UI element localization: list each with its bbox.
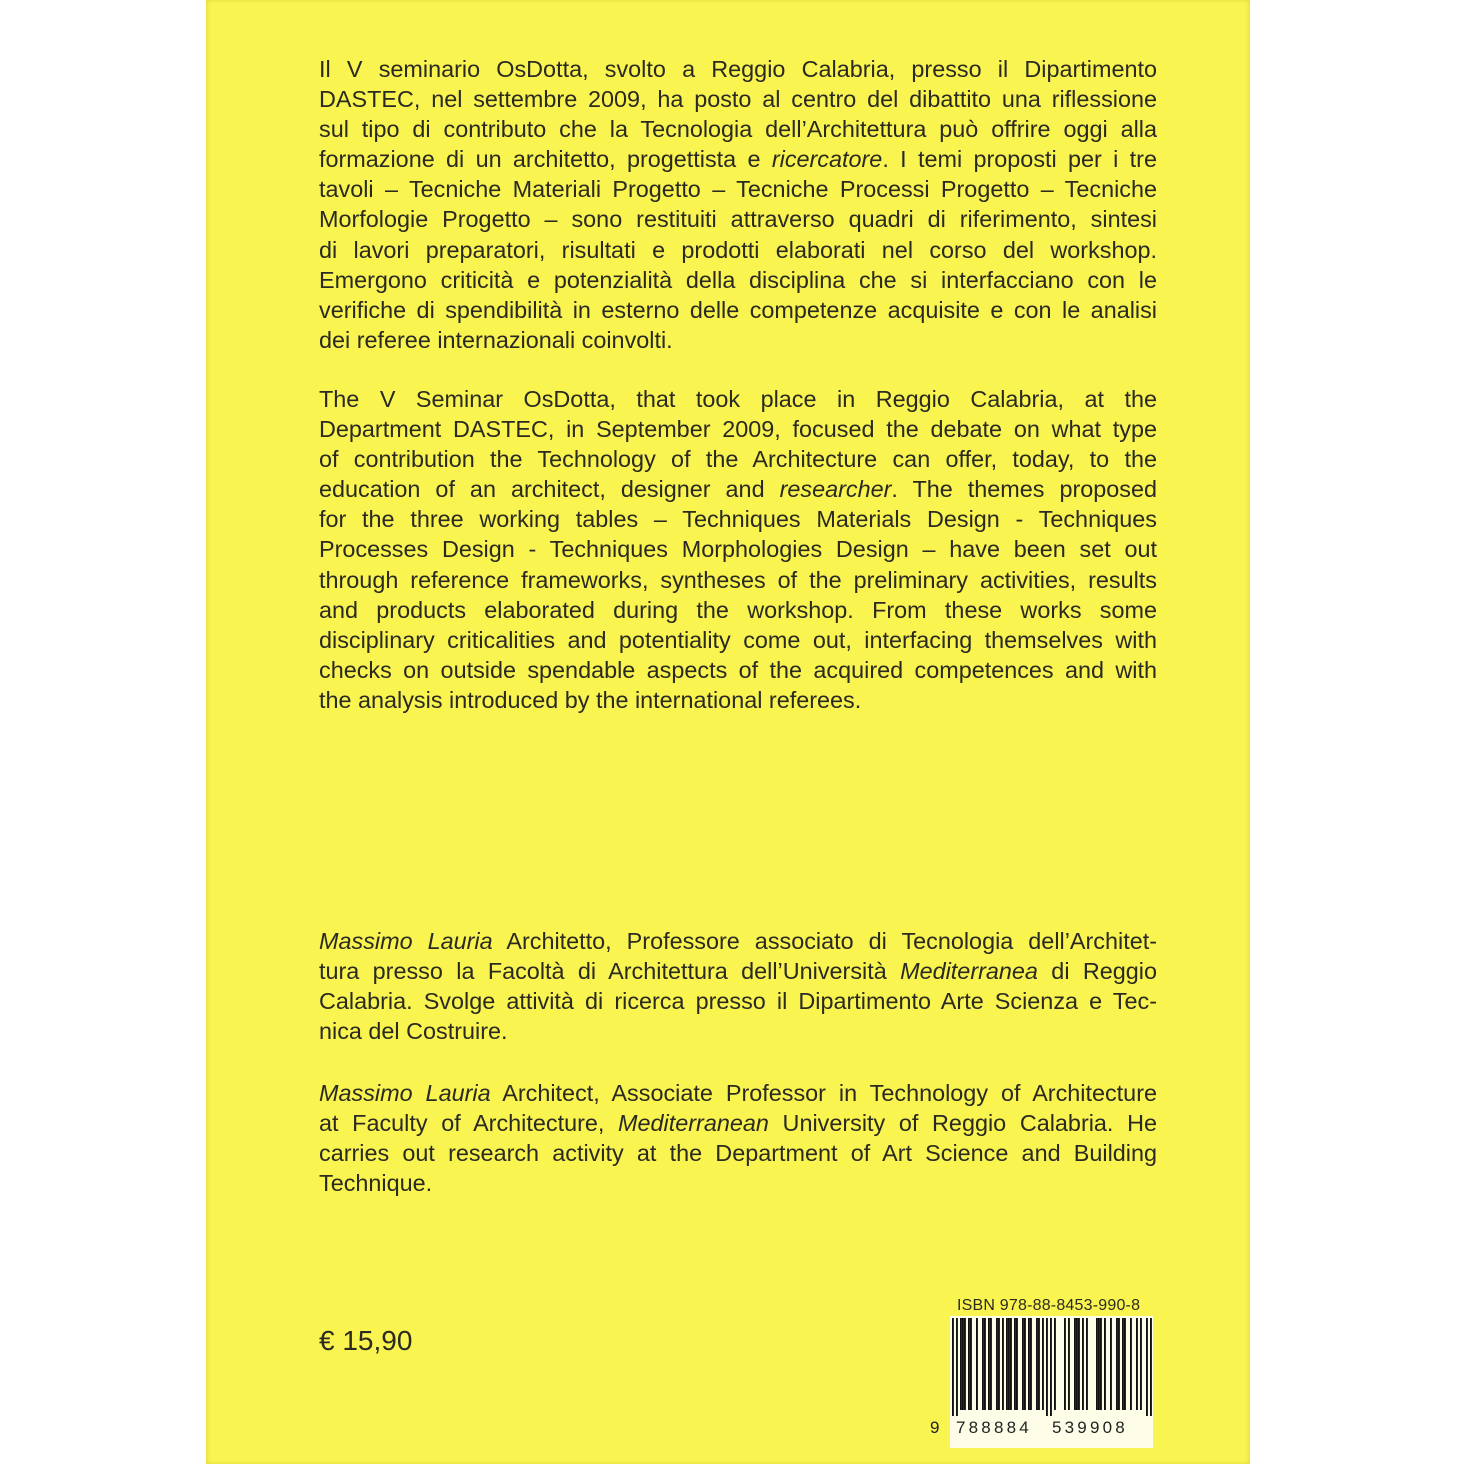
barcode-bar [1050,1318,1052,1416]
barcode-bar [960,1318,962,1410]
text-segment: Architect, Associate Professor in Technology of Architecture [490,1080,1157,1106]
barcode-digits [930,1418,1154,1438]
barcode-bar [952,1318,954,1416]
text-line [319,144,1157,174]
text-line: verifiche di spendibilità in esterno delle competenze acquisite e con le analisi [319,296,1157,323]
barcode-bar [976,1318,978,1410]
text-line: Morfologie Progetto – sono restituiti attraverso quadri di riferimento, sintesi [319,206,1157,233]
text-line [319,926,1157,956]
text-line [319,956,1157,986]
barcode-bar [1118,1318,1120,1410]
barcode-bar [1096,1318,1098,1410]
text-line: disciplinary criticalities and potentiality come out, interfacing themselves with [319,626,1157,653]
text-line: of contribution the Technology of the Architecture can offer, today, to the [319,446,1157,473]
barcode-bar [1008,1318,1010,1410]
barcode-bar [1042,1318,1044,1410]
barcode-bar [1116,1318,1118,1410]
barcode-bar [1104,1318,1106,1410]
barcode [950,1316,1153,1418]
text-segment: . The themes proposed [891,476,1157,503]
text-line: The V Seminar OsDotta, that took place in Reggio Calabria, at the [319,386,1157,412]
text-line: dei referee internazionali coinvolti. [319,326,673,353]
text-segment: formazione di un architetto, progettista e [319,146,772,173]
barcode-bar [962,1318,964,1410]
text-line: di lavori preparatori, risultati e prodotti elaborati nel corso del workshop. [319,236,1157,263]
barcode-bar [998,1318,1000,1410]
barcode-bar [1078,1318,1080,1410]
english-abstract [319,384,1157,715]
barcode-bar [996,1318,998,1410]
barcode-bar [1140,1318,1142,1410]
barcode-bar [1074,1318,1076,1410]
text-line: Calabria. Svolge attività di ricerca presso il Dipartimento Arte Scienza e Tec- [319,988,1157,1015]
text-segment: University of Reggio Calabria. He [768,1110,1157,1137]
barcode-bar [1046,1318,1048,1416]
text-line: checks on outside spendable aspects of the acquired competences and with [319,656,1157,683]
text-line: Emergono criticità e potenzialità della disciplina che si interfacciano con le [319,266,1157,293]
text-line: nica del Costruire. [319,1018,508,1045]
text-segment: Architetto, Professore associato di Tecnologia dell’Architet- [492,928,1157,954]
barcode-bar [1098,1318,1100,1410]
barcode-bar [1002,1318,1004,1410]
barcode-bar [1064,1318,1066,1410]
italic-term: Mediterranea [900,958,1038,985]
text-line: Department DASTEC, in September 2009, focused the debate on what type [319,416,1157,443]
barcode-bar [988,1318,990,1410]
text-segment: education of an architect, designer and [319,476,780,503]
barcode-bar [1146,1318,1148,1416]
barcode-bar [968,1318,970,1410]
barcode-bar [1130,1318,1132,1410]
text-line: DASTEC, nel settembre 2009, ha posto al centro del dibattito una riflessione [319,86,1157,113]
price-label: € 15,90 [319,1325,413,1356]
barcode-bar [1086,1318,1088,1410]
text-line [319,1108,1157,1138]
barcode-bar [1010,1318,1012,1410]
barcode-bar [1038,1318,1040,1410]
italian-abstract [319,54,1157,355]
barcode-bar [1076,1318,1078,1410]
text-line: through reference frameworks, syntheses of the preliminary activities, results [319,566,1157,593]
text-line: Technique. [319,1170,433,1197]
barcode-bar [1150,1318,1152,1416]
barcode-bar [1082,1318,1084,1410]
barcode-bar [970,1318,972,1410]
barcode-bar [990,1318,992,1410]
italic-term: ricercatore [771,146,883,173]
text-line [319,474,1157,504]
barcode-bar [1028,1318,1030,1410]
barcode-bar [1122,1318,1124,1410]
barcode-bar [1136,1318,1138,1410]
barcode-bar [1030,1318,1032,1410]
text-line: tavoli – Tecniche Materiali Progetto – Tecniche Processi Progetto – Tecniche [319,176,1157,203]
barcode-bar [984,1318,986,1410]
barcode-bar [1110,1318,1112,1410]
text-line: and products elaborated during the workshop. From these works some [319,596,1157,623]
text-line: Processes Design - Techniques Morphologies Design – have been set out [319,536,1157,563]
author-name: Massimo Lauria [319,928,493,954]
text-line: the analysis introduced by the international referees. [319,686,862,713]
barcode-digits-left: 788884 [956,1418,1032,1437]
barcode-bar [982,1318,984,1410]
barcode-bar [964,1318,966,1410]
barcode-bar [1068,1318,1070,1410]
italic-term: researcher [779,476,892,503]
italic-term: Mediterranean [618,1110,769,1137]
isbn-label: ISBN 978-88-8453-990-8 [957,1297,1141,1314]
author-bio-english [319,1078,1157,1198]
barcode-bar [1100,1318,1102,1410]
barcode-bar [1024,1318,1026,1410]
barcode-bar [1036,1318,1038,1410]
barcode-bar [1124,1318,1126,1410]
text-segment: at Faculty of Architecture, [319,1110,619,1137]
text-line [319,1078,1157,1108]
author-bio-italian [319,926,1157,1046]
barcode-bar [1006,1318,1008,1410]
barcode-digit-prefix: 9 [930,1418,943,1437]
text-line: for the three working tables – Techniques Materials Design - Techniques [319,506,1157,533]
text-segment: tura presso la Facoltà di Architettura dell’Università [319,958,901,985]
barcode-bar [1016,1318,1018,1410]
barcode-bar [1014,1318,1016,1410]
text-segment: di Reggio [1037,958,1158,985]
text-line: Il V seminario OsDotta, svolto a Reggio Calabria, presso il Dipartimento [319,56,1157,82]
text-line: carries out research activity at the Department of Art Science and Building [319,1140,1157,1167]
barcode-digits-right: 539908 [1052,1418,1128,1437]
barcode-bar [1022,1318,1024,1410]
text-segment: . I temi proposti per i tre [882,146,1157,173]
author-name: Massimo Lauria [319,1080,491,1106]
barcode-bar [1054,1318,1056,1410]
barcode-bar [956,1318,958,1416]
text-line: sul tipo di contributo che la Tecnologia dell’Architettura può offrire oggi alla [319,116,1157,143]
